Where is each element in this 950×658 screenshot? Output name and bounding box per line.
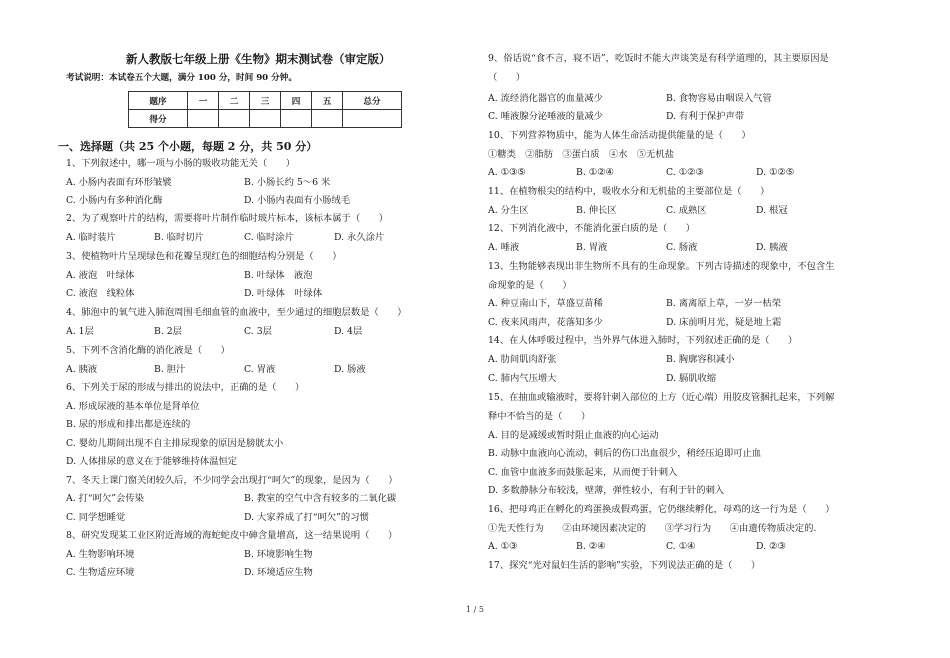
question-stem: 8、研究发现某工业区附近海域的海蛇蛇皮中砷含量增高，这一结果说明（ ） bbox=[66, 530, 398, 541]
option: B. 胸廓容积减小 bbox=[666, 354, 735, 365]
option-row bbox=[488, 167, 883, 179]
option: D. 膈肌收缩 bbox=[666, 373, 717, 384]
option-row bbox=[488, 354, 883, 366]
page-number: 1 / 5 bbox=[466, 605, 484, 614]
option: B. 2层 bbox=[154, 326, 182, 337]
option: A. 1层 bbox=[66, 326, 94, 337]
question-stem: 3、使植物叶片呈现绿色和花瓣呈现红色的细胞结构分别是（ ） bbox=[66, 251, 342, 262]
option: A. 分生区 bbox=[488, 205, 529, 216]
option: D. 人体排尿的意义在于能够维持体温恒定 bbox=[66, 456, 238, 467]
option-row bbox=[66, 549, 461, 561]
option-row bbox=[66, 512, 461, 524]
option-row bbox=[488, 298, 883, 310]
option: A. ①③ bbox=[488, 541, 518, 552]
score-cell[interactable] bbox=[343, 110, 402, 128]
option: A. 形成尿液的基本单位是肾单位 bbox=[66, 401, 200, 412]
option: D. 肠液 bbox=[334, 364, 366, 375]
option: C. 成熟区 bbox=[666, 205, 707, 216]
option-row bbox=[66, 364, 461, 376]
option: B. ②④ bbox=[576, 541, 606, 552]
option: B. 伸长区 bbox=[576, 205, 617, 216]
option: A. 小肠内表面有环形皱襞 bbox=[66, 177, 172, 188]
option: A. 液泡 叶绿体 bbox=[66, 270, 135, 281]
option: C. 唾液腺分泌唾液的量减少 bbox=[488, 111, 603, 122]
score-header: 一 bbox=[188, 92, 219, 110]
option: B. 离离原上草，一岁一枯荣 bbox=[666, 298, 782, 309]
option: D. 4层 bbox=[334, 326, 363, 337]
option: A. 肋间肌肉舒张 bbox=[488, 354, 557, 365]
score-table bbox=[128, 91, 402, 128]
option-row bbox=[66, 567, 461, 579]
option: A. 唾液 bbox=[488, 242, 520, 253]
question-stem: 7、冬天上课门窗关闭较久后，不少同学会出现打“呵欠”的现象，是因为（ ） bbox=[66, 475, 398, 486]
option: A. 临时装片 bbox=[66, 232, 116, 243]
option: C. 肠液 bbox=[666, 242, 698, 253]
score-header: 总分 bbox=[343, 92, 402, 110]
option-row bbox=[66, 232, 461, 244]
option: B. 教室的空气中含有较多的二氧化碳 bbox=[244, 493, 397, 504]
option: B. 胆汁 bbox=[154, 364, 186, 375]
option: D. 有利于保护声带 bbox=[666, 111, 745, 122]
question-stem: 10、下列营养物质中，能为人体生命活动提供能量的是（ ） bbox=[488, 130, 751, 141]
option: D. 多数静脉分布较浅，壁薄，弹性较小，有利于针的刺入 bbox=[488, 485, 725, 496]
option: C. 临时涂片 bbox=[244, 232, 294, 243]
option-row bbox=[488, 317, 883, 329]
option: D. 床前明月光，疑是地上霜 bbox=[666, 317, 782, 328]
question-stem: 13、生物能够表现出非生物所不具有的生命现象。下列古诗描述的现象中，不包含生 bbox=[488, 261, 835, 272]
option-row bbox=[488, 242, 883, 254]
question-stem-cont: 释中不恰当的是（ ） bbox=[488, 411, 591, 422]
score-header: 四 bbox=[281, 92, 312, 110]
option: B. 尿的形成和排出都是连续的 bbox=[66, 419, 191, 430]
score-header: 二 bbox=[219, 92, 250, 110]
question-stem-cont: （ ） bbox=[488, 72, 526, 83]
option: C. 婴幼儿期间出现不自主排尿现象的原因是膀胱太小 bbox=[66, 438, 284, 449]
question-stem: 9、俗话说“食不言，寝不语”，吃饭时不能大声谈笑是有科学道理的，其主要原因是 bbox=[488, 53, 829, 64]
option: A. 打“呵欠”会传染 bbox=[66, 493, 144, 504]
option-row bbox=[66, 195, 461, 207]
question-stem: 12、下列消化液中，不能消化蛋白质的是（ ） bbox=[488, 223, 696, 234]
exam-note: 考试说明：本试卷五个大题，满分 100 分，时间 90 分钟。 bbox=[66, 73, 297, 83]
question-stem: 5、下列不含消化酶的消化液是（ ） bbox=[66, 345, 230, 356]
option-row bbox=[488, 205, 883, 217]
option: A. 目的是减缓或暂时阻止血液的向心运动 bbox=[488, 430, 659, 441]
option: B. 小肠长约 5～6 米 bbox=[244, 177, 331, 188]
option: C. 同学想睡觉 bbox=[66, 512, 126, 523]
option: C. 胃液 bbox=[244, 364, 276, 375]
section-heading: 一、选择题（共 25 个小题，每题 2 分，共 50 分） bbox=[58, 140, 318, 153]
question-stem: 2、为了观察叶片的结构，需要将叶片制作临时玻片标本，该标本属于（ ） bbox=[66, 213, 389, 224]
option-row bbox=[488, 373, 883, 385]
question-stem: 1、下列叙述中，哪一项与小肠的吸收功能无关（ ） bbox=[66, 158, 296, 169]
option-row bbox=[66, 270, 461, 282]
score-header: 题序 bbox=[129, 92, 188, 110]
option: A. 种豆南山下，草盛豆苗稀 bbox=[488, 298, 603, 309]
option: D. 大家养成了打“呵欠”的习惯 bbox=[244, 512, 369, 523]
score-header: 三 bbox=[250, 92, 281, 110]
score-header: 五 bbox=[312, 92, 343, 110]
question-items: ①糖类 ②脂肪 ③蛋白质 ④水 ⑤无机盐 bbox=[488, 149, 674, 160]
option: B. 食物容易由咽误入气管 bbox=[666, 93, 772, 104]
option: D. 叶绿体 叶绿体 bbox=[244, 288, 323, 299]
score-row-label: 得分 bbox=[129, 110, 188, 128]
option: B. ①②④ bbox=[576, 167, 614, 178]
question-stem: 15、在抽血或输液时，要将针刺入部位的上方（近心端）用胶皮管捆扎起来，下列解 bbox=[488, 392, 835, 403]
question-stem-cont: 命现象的是（ ） bbox=[488, 280, 572, 291]
option: A. ①③⑤ bbox=[488, 167, 526, 178]
option: C. 血管中血液多而鼓胀起来，从而便于针刺入 bbox=[488, 467, 678, 478]
option: C. 小肠内有多种消化酶 bbox=[66, 195, 163, 206]
option-row bbox=[66, 288, 461, 300]
option: C. 肺内气压增大 bbox=[488, 373, 557, 384]
question-stem: 14、在人体呼吸过程中，当外界气体进入肺时，下列叙述正确的是（ ） bbox=[488, 335, 798, 346]
option: A. 流经消化器官的血量减少 bbox=[488, 93, 603, 104]
question-items: ①先天性行为 ②由环境因素决定的 ③学习行为 ④由遗传物质决定的. bbox=[488, 523, 817, 534]
score-cell[interactable] bbox=[250, 110, 281, 128]
option: B. 动脉中血液向心流动，刺后的伤口出血很少，稍经压迫即可止血 bbox=[488, 448, 762, 459]
option: B. 临时切片 bbox=[154, 232, 204, 243]
question-stem: 17、探究“光对鼠妇生活的影响”实验，下列说法正确的是（ ） bbox=[488, 560, 761, 571]
score-cell[interactable] bbox=[312, 110, 343, 128]
option: D. ①②⑤ bbox=[756, 167, 795, 178]
option: B. 环境影响生物 bbox=[244, 549, 313, 560]
option: C. 液泡 线粒体 bbox=[66, 288, 135, 299]
option: A. 生物影响环境 bbox=[66, 549, 135, 560]
question-stem: 16、把母鸡正在孵化的鸡蛋换成假鸡蛋，它仍继续孵化，母鸡的这一行为是（ ） bbox=[488, 504, 835, 515]
option: C. ①②③ bbox=[666, 167, 704, 178]
option-row bbox=[66, 326, 461, 338]
option: C. 生物适应环境 bbox=[66, 567, 135, 578]
option-row bbox=[488, 111, 883, 123]
score-cell[interactable] bbox=[281, 110, 312, 128]
option: D. 胰液 bbox=[756, 242, 788, 253]
option-row bbox=[488, 541, 883, 553]
option: D. 根冠 bbox=[756, 205, 788, 216]
question-stem: 6、下列关于尿的形成与排出的说法中，正确的是（ ） bbox=[66, 382, 305, 393]
score-cell[interactable] bbox=[188, 110, 219, 128]
option: C. 夜来风雨声，花落知多少 bbox=[488, 317, 603, 328]
option: B. 叶绿体 液泡 bbox=[244, 270, 313, 281]
question-stem: 11、在植物根尖的结构中，吸收水分和无机盐的主要部位是（ ） bbox=[488, 186, 770, 197]
option: D. ②③ bbox=[756, 541, 786, 552]
option: D. 永久涂片 bbox=[334, 232, 385, 243]
option: A. 胰液 bbox=[66, 364, 98, 375]
option: C. 3层 bbox=[244, 326, 272, 337]
option: C. ①④ bbox=[666, 541, 696, 552]
option: B. 胃液 bbox=[576, 242, 608, 253]
score-cell[interactable] bbox=[219, 110, 250, 128]
option-row bbox=[66, 493, 461, 505]
option-row bbox=[66, 177, 461, 189]
question-stem: 4、肺泡中的氧气进入肺泡周围毛细血管的血液中，至少通过的细胞层数是（ ） bbox=[66, 307, 407, 318]
option: D. 小肠内表面有小肠绒毛 bbox=[244, 195, 351, 206]
option-row bbox=[488, 93, 883, 105]
option: D. 环境适应生物 bbox=[244, 567, 313, 578]
page-title: 新人教版七年级上册《生物》期末测试卷（审定版） bbox=[126, 52, 391, 66]
